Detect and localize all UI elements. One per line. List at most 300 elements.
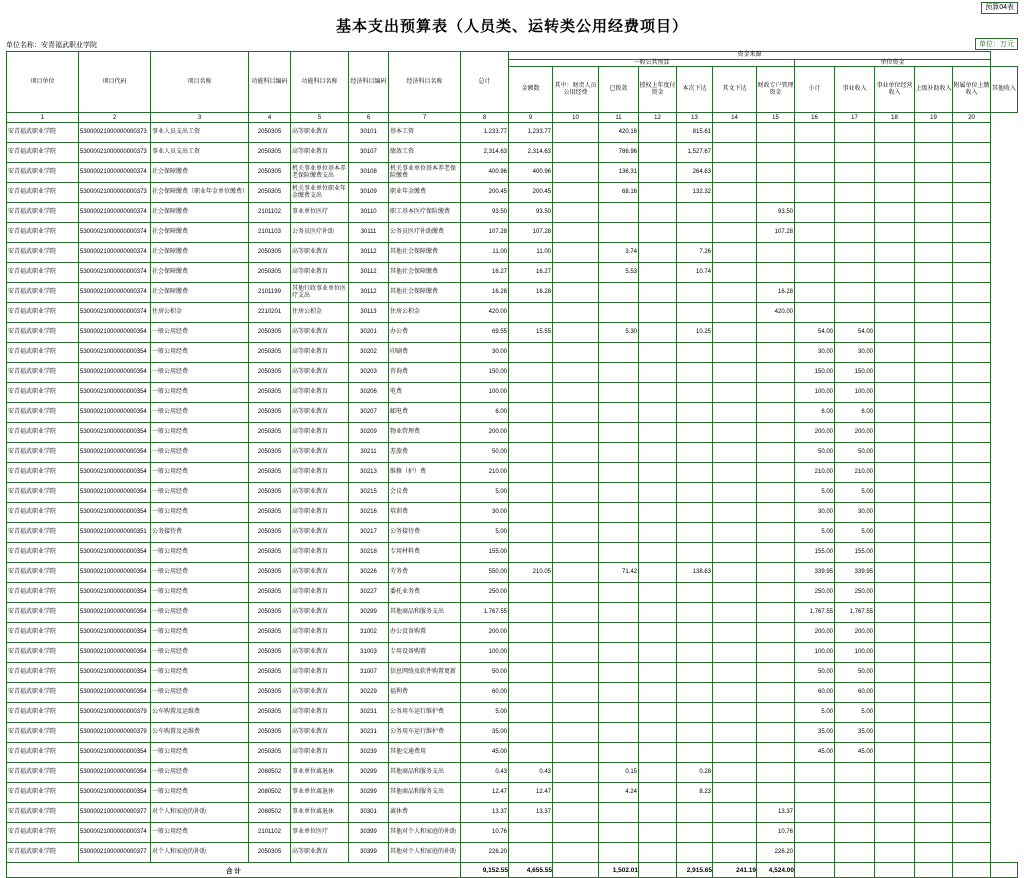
row-total: 5.00 (461, 523, 509, 543)
table-row (7, 363, 1018, 383)
row-issue: 138.63 (677, 563, 713, 583)
row-current-year (509, 363, 553, 383)
row-special-account (757, 183, 795, 203)
row-affiliated (953, 143, 991, 163)
row-operating-income (875, 263, 915, 283)
row-function-name: 高等职业教育 (291, 363, 349, 383)
row-project-name: 一般公用经费 (151, 543, 249, 563)
colnum: 3 (151, 113, 249, 123)
total-current-year-public (553, 863, 599, 878)
row-current-year (509, 503, 553, 523)
row-issue (677, 303, 713, 323)
row-project-code: 53000021000000000377 (79, 803, 151, 823)
th-current-issue: 本次下达 (677, 67, 713, 113)
table-row (7, 643, 1018, 663)
row-superior-subsidy (915, 483, 953, 503)
row-function-code: 2080502 (249, 763, 291, 783)
row-function-code: 2101102 (249, 203, 291, 223)
row-subtotal: 50.00 (795, 443, 835, 463)
table-row (7, 383, 1018, 403)
row-operating-income (875, 223, 915, 243)
column-number-row (7, 113, 1018, 123)
row-project-unit: 安青福武职业学院 (7, 363, 79, 383)
row-economic-name: 会议费 (389, 483, 461, 503)
total-superior-subsidy (915, 863, 953, 878)
row-current-year-public (553, 723, 599, 743)
row-issue2 (713, 763, 757, 783)
row-special-account (757, 683, 795, 703)
row-issue (677, 543, 713, 563)
row-subtotal: 250.00 (795, 583, 835, 603)
row-issue2 (713, 683, 757, 703)
colnum: 12 (639, 113, 677, 123)
row-function-code: 2050305 (249, 643, 291, 663)
total-auth (639, 863, 677, 878)
row-current-year: 2,314.63 (509, 143, 553, 163)
total-business-income (835, 863, 875, 878)
table-row (7, 423, 1018, 443)
row-project-code: 53000021000000000354 (79, 443, 151, 463)
budget-table (6, 51, 1018, 878)
row-economic-name: 电费 (389, 383, 461, 403)
row-operating-income (875, 823, 915, 843)
row-function-code: 2050305 (249, 323, 291, 343)
row-business-income: 155.00 (835, 543, 875, 563)
row-issue2 (713, 363, 757, 383)
row-superior-subsidy (915, 623, 953, 643)
row-current-year-public (553, 643, 599, 663)
row-operating-income (875, 283, 915, 303)
row-affiliated (953, 403, 991, 423)
row-economic-name: 办公设备购置 (389, 623, 461, 643)
row-project-name: 一般公用经费 (151, 583, 249, 603)
row-subtotal: 35.00 (795, 723, 835, 743)
row-project-code: 53000021000000000354 (79, 403, 151, 423)
row-superior-subsidy (915, 203, 953, 223)
header-row-1 (7, 52, 1018, 60)
row-issue (677, 483, 713, 503)
row-project-unit: 安青福武职业学院 (7, 443, 79, 463)
row-issue2 (713, 583, 757, 603)
th-project-code: 项目代码 (79, 52, 151, 113)
row-current-year: 1,233.77 (509, 123, 553, 143)
row-subtotal (795, 783, 835, 803)
row-project-unit: 安青福武职业学院 (7, 543, 79, 563)
row-affiliated (953, 723, 991, 743)
row-function-name: 高等职业教育 (291, 603, 349, 623)
row-current-year-public (553, 203, 599, 223)
row-issue: 132.32 (677, 183, 713, 203)
row-current-year-public (553, 783, 599, 803)
row-subtotal: 5.00 (795, 703, 835, 723)
row-project-name: 一般公用经费 (151, 623, 249, 643)
row-special-account (757, 363, 795, 383)
row-function-code: 2050305 (249, 543, 291, 563)
row-auth (639, 423, 677, 443)
row-economic-name: 公务用车运行维护费 (389, 703, 461, 723)
row-project-unit: 安青福武职业学院 (7, 683, 79, 703)
row-project-name: 一般公用经费 (151, 423, 249, 443)
row-special-account (757, 543, 795, 563)
row-auth (639, 363, 677, 383)
row-subtotal: 339.95 (795, 563, 835, 583)
row-current-year (509, 483, 553, 503)
row-business-income: 50.00 (835, 443, 875, 463)
row-operating-income (875, 843, 915, 863)
row-business-income: 1,767.55 (835, 603, 875, 623)
row-current-year-public (553, 243, 599, 263)
row-issue (677, 423, 713, 443)
total-issue2: 241.19 (713, 863, 757, 878)
row-project-unit: 安青福武职业学院 (7, 603, 79, 623)
row-issue2 (713, 823, 757, 843)
row-auth (639, 503, 677, 523)
row-auth (639, 263, 677, 283)
row-function-code: 2050305 (249, 163, 291, 183)
table-row (7, 263, 1018, 283)
row-project-unit: 安青福武职业学院 (7, 703, 79, 723)
row-subtotal: 5.00 (795, 483, 835, 503)
row-special-account: 107.28 (757, 223, 795, 243)
row-total: 250.00 (461, 583, 509, 603)
row-paid: 136.31 (599, 163, 639, 183)
row-special-account: 226.20 (757, 843, 795, 863)
row-issue: 1,527.67 (677, 143, 713, 163)
row-business-income: 35.00 (835, 723, 875, 743)
row-function-code: 2050305 (249, 183, 291, 203)
row-project-unit: 安青福武职业学院 (7, 283, 79, 303)
row-operating-income (875, 323, 915, 343)
row-special-account: 420.00 (757, 303, 795, 323)
row-operating-income (875, 483, 915, 503)
row-subtotal: 150.00 (795, 363, 835, 383)
row-function-code: 2050305 (249, 523, 291, 543)
row-business-income: 30.00 (835, 503, 875, 523)
row-subtotal: 5.00 (795, 523, 835, 543)
row-economic-code: 30399 (349, 843, 389, 863)
row-total: 16.27 (461, 263, 509, 283)
row-issue2 (713, 783, 757, 803)
row-issue: 815.61 (677, 123, 713, 143)
row-economic-code: 30231 (349, 703, 389, 723)
colnum: 10 (553, 113, 599, 123)
row-project-code: 53000021000000000373 (79, 143, 151, 163)
row-economic-code: 30209 (349, 423, 389, 443)
row-total: 155.00 (461, 543, 509, 563)
row-function-code: 2050305 (249, 263, 291, 283)
row-paid (599, 723, 639, 743)
row-special-account (757, 323, 795, 343)
row-affiliated (953, 583, 991, 603)
form-number-bar (6, 2, 1018, 14)
row-current-year: 0.43 (509, 763, 553, 783)
row-paid (599, 603, 639, 623)
row-issue2 (713, 343, 757, 363)
row-operating-income (875, 723, 915, 743)
th-other-issue: 其文下达 (713, 67, 757, 113)
row-issue (677, 683, 713, 703)
total-subtotal (795, 863, 835, 878)
row-special-account (757, 483, 795, 503)
row-business-income (835, 783, 875, 803)
row-project-code: 53000021000000000374 (79, 243, 151, 263)
row-current-year-public (553, 363, 599, 383)
row-function-name: 其他行政事业单位医疗支出 (291, 283, 349, 303)
row-economic-code: 30112 (349, 263, 389, 283)
row-affiliated (953, 783, 991, 803)
row-auth (639, 623, 677, 643)
row-current-year (509, 403, 553, 423)
row-total: 30.00 (461, 343, 509, 363)
row-current-year (509, 423, 553, 443)
row-function-code: 2101199 (249, 283, 291, 303)
row-issue (677, 283, 713, 303)
row-auth (639, 723, 677, 743)
row-issue2 (713, 303, 757, 323)
row-operating-income (875, 243, 915, 263)
row-function-code: 2050305 (249, 423, 291, 443)
row-current-year-public (553, 223, 599, 243)
row-project-unit: 安青福武职业学院 (7, 643, 79, 663)
row-operating-income (875, 423, 915, 443)
row-issue2 (713, 263, 757, 283)
table-row (7, 763, 1018, 783)
row-business-income (835, 263, 875, 283)
row-total: 226.20 (461, 843, 509, 863)
row-project-name: 一般公用经费 (151, 463, 249, 483)
row-project-unit: 安青福武职业学院 (7, 383, 79, 403)
row-issue: 8.23 (677, 783, 713, 803)
row-economic-name: 公务用车运行维护费 (389, 723, 461, 743)
row-total: 10.76 (461, 823, 509, 843)
row-economic-code: 30108 (349, 163, 389, 183)
table-row (7, 443, 1018, 463)
row-auth (639, 743, 677, 763)
row-current-year-public (553, 323, 599, 343)
table-row (7, 283, 1018, 303)
row-current-year (509, 843, 553, 863)
row-operating-income (875, 183, 915, 203)
row-total: 2,314.63 (461, 143, 509, 163)
row-current-year-public (553, 803, 599, 823)
row-project-unit: 安青福武职业学院 (7, 743, 79, 763)
row-subtotal (795, 123, 835, 143)
row-paid (599, 523, 639, 543)
row-issue2 (713, 483, 757, 503)
th-unit-funds: 单位资金 (795, 59, 991, 67)
row-project-name: 公车购置及运维费 (151, 723, 249, 743)
row-total: 210.00 (461, 463, 509, 483)
row-business-income: 5.00 (835, 483, 875, 503)
row-affiliated (953, 303, 991, 323)
row-operating-income (875, 623, 915, 643)
row-current-year-public (553, 283, 599, 303)
row-affiliated (953, 623, 991, 643)
total-operating-income (875, 863, 915, 878)
row-affiliated (953, 643, 991, 663)
row-project-code: 53000021000000000354 (79, 603, 151, 623)
row-function-name: 公务员医疗补助 (291, 223, 349, 243)
row-superior-subsidy (915, 823, 953, 843)
row-function-name: 高等职业教育 (291, 623, 349, 643)
row-special-account: 10.76 (757, 823, 795, 843)
row-paid (599, 223, 639, 243)
row-total: 13.37 (461, 803, 509, 823)
row-superior-subsidy (915, 323, 953, 343)
colnum: 5 (291, 113, 349, 123)
row-special-account (757, 503, 795, 523)
row-business-income: 6.00 (835, 403, 875, 423)
row-subtotal: 54.00 (795, 323, 835, 343)
row-project-unit: 安青福武职业学院 (7, 843, 79, 863)
row-current-year-public (553, 343, 599, 363)
row-issue: 10.25 (677, 323, 713, 343)
row-economic-code: 31003 (349, 643, 389, 663)
row-superior-subsidy (915, 523, 953, 543)
row-project-name: 社会保障缴费 (151, 243, 249, 263)
row-project-code: 53000021000000000374 (79, 223, 151, 243)
row-auth (639, 783, 677, 803)
row-current-year (509, 663, 553, 683)
row-current-year-public (553, 823, 599, 843)
row-economic-code: 30218 (349, 543, 389, 563)
row-subtotal (795, 823, 835, 843)
row-project-name: 一般公用经费 (151, 363, 249, 383)
row-auth (639, 223, 677, 243)
th-business-income: 事业收入 (835, 67, 875, 113)
row-issue2 (713, 623, 757, 643)
colnum: 15 (757, 113, 795, 123)
colnum: 2 (79, 113, 151, 123)
row-project-unit: 安青福武职业学院 (7, 323, 79, 343)
row-economic-code: 30301 (349, 803, 389, 823)
row-superior-subsidy (915, 183, 953, 203)
row-issue (677, 443, 713, 463)
row-auth (639, 663, 677, 683)
row-current-year-public (553, 843, 599, 863)
row-issue: 10.74 (677, 263, 713, 283)
row-superior-subsidy (915, 643, 953, 663)
colnum: 13 (677, 113, 713, 123)
row-project-unit: 安青福武职业学院 (7, 763, 79, 783)
row-project-unit: 安青福武职业学院 (7, 523, 79, 543)
row-project-code: 53000021000000000354 (79, 783, 151, 803)
row-subtotal: 1,767.55 (795, 603, 835, 623)
row-issue2 (713, 323, 757, 343)
row-function-code: 2210201 (249, 303, 291, 323)
row-special-account (757, 423, 795, 443)
th-subtotal: 小计 (795, 67, 835, 113)
row-business-income: 54.00 (835, 323, 875, 343)
row-business-income: 339.95 (835, 563, 875, 583)
row-paid (599, 743, 639, 763)
row-issue2 (713, 703, 757, 723)
row-project-code: 53000021000000000354 (79, 503, 151, 523)
row-function-code: 2050305 (249, 603, 291, 623)
row-current-year-public (553, 123, 599, 143)
row-business-income: 45.00 (835, 743, 875, 763)
row-issue2 (713, 603, 757, 623)
row-economic-name: 基本工资 (389, 123, 461, 143)
row-current-year (509, 723, 553, 743)
colnum: 1 (7, 113, 79, 123)
row-project-unit: 安青福武职业学院 (7, 343, 79, 363)
row-economic-name: 其他商品和服务支出 (389, 603, 461, 623)
row-project-code: 53000021000000000374 (79, 203, 151, 223)
row-current-year-public (553, 583, 599, 603)
colnum: 6 (349, 113, 389, 123)
row-project-name: 一般公用经费 (151, 743, 249, 763)
row-function-name: 高等职业教育 (291, 263, 349, 283)
row-auth (639, 243, 677, 263)
row-current-year (509, 603, 553, 623)
row-subtotal: 6.00 (795, 403, 835, 423)
row-current-year (509, 623, 553, 643)
row-function-name: 机关事业单位职业年金缴费支出 (291, 183, 349, 203)
row-project-name: 社会保障缴费（职业年金单位缴费） (151, 183, 249, 203)
row-function-name: 高等职业教育 (291, 123, 349, 143)
row-project-name: 社会保障缴费 (151, 223, 249, 243)
row-subtotal (795, 243, 835, 263)
row-function-code: 2050305 (249, 343, 291, 363)
row-auth (639, 203, 677, 223)
row-economic-name: 其他商品和服务支出 (389, 763, 461, 783)
row-operating-income (875, 523, 915, 543)
row-affiliated (953, 843, 991, 863)
row-total: 200.45 (461, 183, 509, 203)
row-current-year-public (553, 543, 599, 563)
table-row (7, 723, 1018, 743)
row-auth (639, 483, 677, 503)
row-economic-code: 30399 (349, 823, 389, 843)
row-superior-subsidy (915, 443, 953, 463)
table-row (7, 183, 1018, 203)
row-current-year (509, 463, 553, 483)
row-economic-code: 30112 (349, 283, 389, 303)
row-issue2 (713, 663, 757, 683)
row-function-name: 住房公积金 (291, 303, 349, 323)
row-project-code: 53000021000000000354 (79, 343, 151, 363)
row-issue2 (713, 183, 757, 203)
row-economic-code: 30299 (349, 603, 389, 623)
row-business-income: 200.00 (835, 623, 875, 643)
row-superior-subsidy (915, 543, 953, 563)
row-issue (677, 203, 713, 223)
row-superior-subsidy (915, 503, 953, 523)
row-superior-subsidy (915, 383, 953, 403)
row-current-year: 12.47 (509, 783, 553, 803)
row-paid (599, 823, 639, 843)
row-affiliated (953, 523, 991, 543)
row-project-code: 53000021000000000377 (79, 843, 151, 863)
row-project-code: 53000021000000000354 (79, 463, 151, 483)
row-economic-code: 30227 (349, 583, 389, 603)
row-economic-code: 30299 (349, 783, 389, 803)
row-economic-name: 培训费 (389, 503, 461, 523)
row-function-code: 2080502 (249, 803, 291, 823)
row-business-income (835, 143, 875, 163)
table-row (7, 823, 1018, 843)
row-project-name: 一般公用经费 (151, 763, 249, 783)
table-row (7, 503, 1018, 523)
row-business-income (835, 163, 875, 183)
row-auth (639, 763, 677, 783)
row-affiliated (953, 263, 991, 283)
row-project-unit: 安青福武职业学院 (7, 423, 79, 443)
row-economic-name: 离休费 (389, 803, 461, 823)
row-current-year (509, 383, 553, 403)
row-business-income: 250.00 (835, 583, 875, 603)
